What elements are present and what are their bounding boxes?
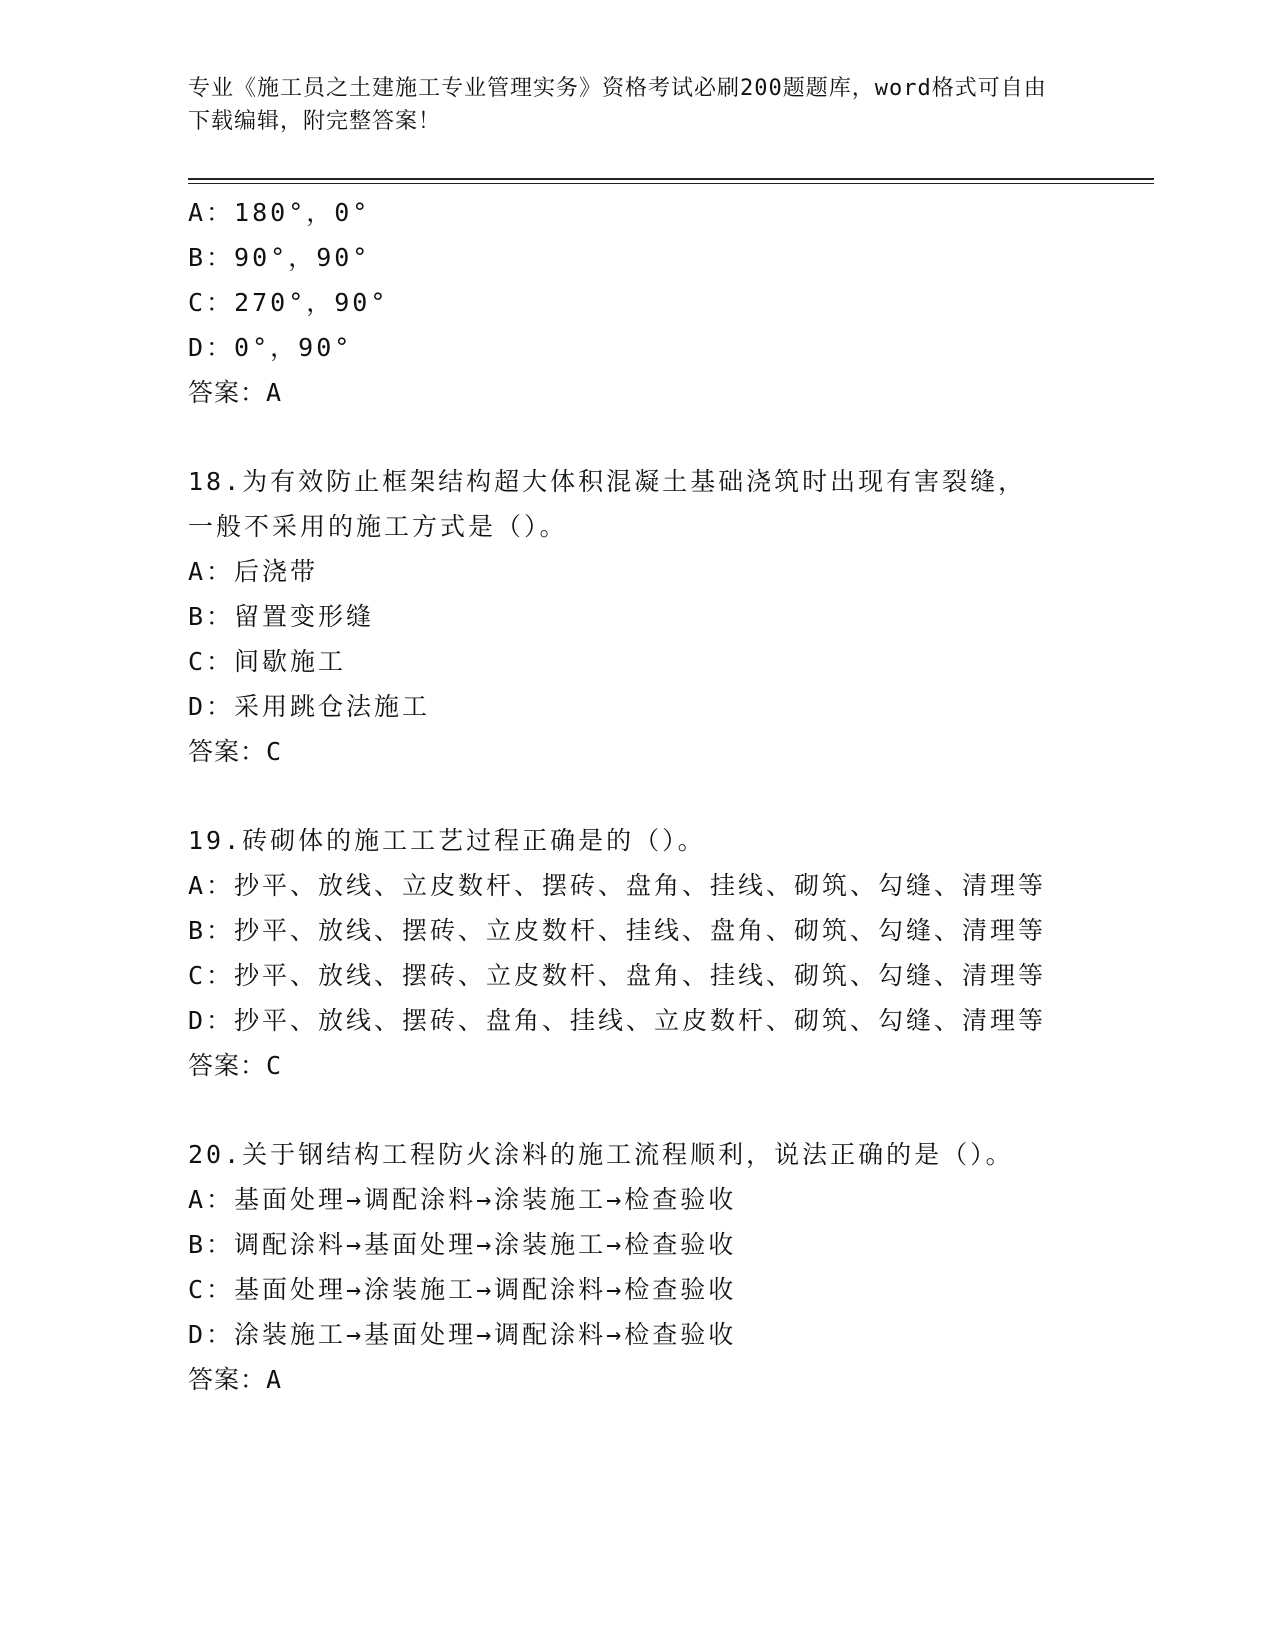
option-d: D：抄平、放线、摆砖、盘角、挂线、立皮数杆、砌筑、勾缝、清理等 — [188, 1006, 1047, 1035]
option-a: A：180°，0° — [188, 198, 371, 227]
option-c: C：270°，90° — [188, 288, 389, 317]
question-text: 20.关于钢结构工程防火涂料的施工流程顺利，说法正确的是（）。 — [188, 1140, 1014, 1169]
answer: 答案：C — [188, 737, 283, 766]
option-b: B：调配涂料→基面处理→涂装施工→检查验收 — [188, 1230, 737, 1259]
header-divider — [188, 178, 1154, 180]
answer: 答案：A — [188, 1365, 283, 1394]
question-18 — [188, 459, 1088, 774]
option-a: A：基面处理→调配涂料→涂装施工→检查验收 — [188, 1185, 737, 1214]
question-text: 18.为有效防止框架结构超大体积混凝土基础浇筑时出现有害裂缝，一般不采用的施工方式是（）。 — [188, 467, 1027, 541]
option-b: B：90°，90° — [188, 243, 371, 272]
question-20 — [188, 1132, 1088, 1402]
question-17 — [188, 190, 1088, 415]
option-a: A：后浇带 — [188, 557, 319, 586]
option-d: D：涂装施工→基面处理→调配涂料→检查验收 — [188, 1320, 737, 1349]
answer: 答案：A — [188, 378, 283, 407]
question-19 — [188, 818, 1088, 1088]
header-text: 专业《施工员之土建施工专业管理实务》资格考试必刷200题题库，word格式可自由下载编辑，附完整答案！ — [188, 76, 1047, 134]
option-a: A：抄平、放线、立皮数杆、摆砖、盘角、挂线、砌筑、勾缝、清理等 — [188, 871, 1047, 900]
question-text: 19.砖砌体的施工工艺过程正确是的（）。 — [188, 826, 706, 855]
option-c: C：抄平、放线、摆砖、立皮数杆、盘角、挂线、砌筑、勾缝、清理等 — [188, 961, 1047, 990]
option-d: D：0°，90° — [188, 333, 353, 362]
option-b: B：抄平、放线、摆砖、立皮数杆、挂线、盘角、砌筑、勾缝、清理等 — [188, 916, 1047, 945]
answer: 答案：C — [188, 1051, 283, 1080]
option-d: D：采用跳仓法施工 — [188, 692, 431, 721]
option-c: C：间歇施工 — [188, 647, 347, 676]
question-list — [188, 190, 1088, 1402]
option-c: C：基面处理→涂装施工→调配涂料→检查验收 — [188, 1275, 737, 1304]
header-divider-thin — [188, 183, 1154, 184]
option-b: B：留置变形缝 — [188, 602, 375, 631]
page-header — [188, 72, 1068, 138]
